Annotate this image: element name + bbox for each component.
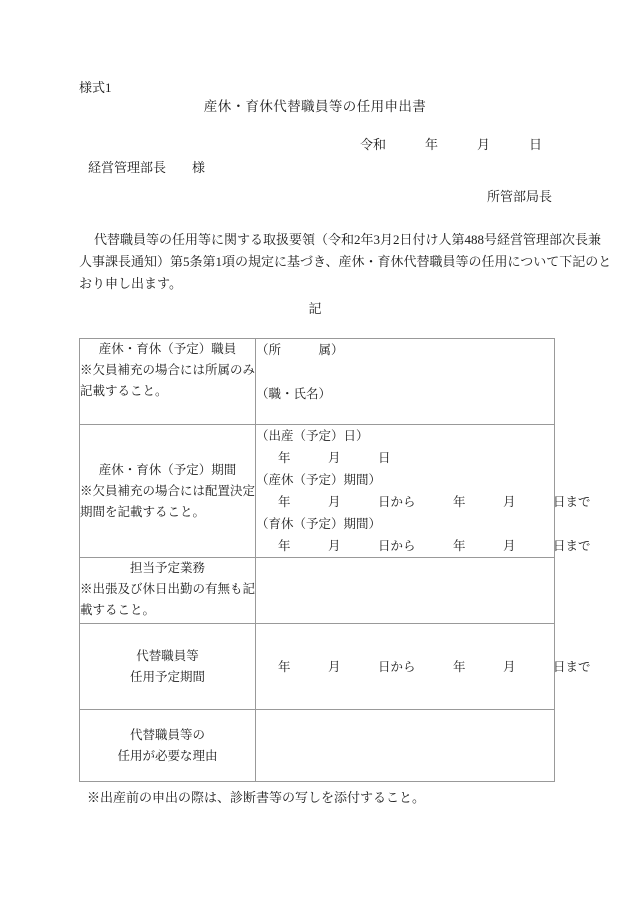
row-label-reason bbox=[80, 710, 256, 782]
row-label-heading: 代替職員等 bbox=[136, 648, 199, 663]
application-form-table bbox=[79, 338, 591, 782]
footer-note: ※出産前の申出の際は、診断書等の写しを添付すること。 bbox=[87, 790, 426, 805]
date-line: 令和 年 月 日 bbox=[359, 137, 542, 152]
value-line-birth-date-blank: 年 月 日 bbox=[278, 451, 391, 465]
value-line-blank bbox=[256, 361, 554, 383]
ki-marker: 記 bbox=[308, 301, 322, 316]
row-label-note-1: ※欠員補充の場合には所属のみ bbox=[80, 363, 256, 377]
value-line-birth-date-label: （出産（予定）日） bbox=[256, 429, 369, 443]
submitter-line: 所管部局長 bbox=[486, 189, 552, 204]
body-line-2: 人事課長通知）第5条第1項の規定に基づき、産休・育休代替職員等の任用について下記のと bbox=[79, 254, 612, 269]
row-label-leave-period bbox=[80, 425, 256, 558]
table-row bbox=[80, 624, 555, 710]
row-label-appointment-period bbox=[80, 624, 256, 710]
row-label-note-2: 記載すること。 bbox=[80, 384, 168, 398]
table-row bbox=[80, 558, 555, 624]
value-line-affiliation: （所 属） bbox=[256, 343, 344, 357]
row-value-reason[interactable] bbox=[256, 710, 555, 782]
row-value-duties[interactable] bbox=[256, 558, 555, 624]
body-line-1: 代替職員等の任用等に関する取扱要領（令和2年3月2日付け人第488号経営管理部次長兼 bbox=[94, 232, 602, 247]
value-line-childcare-blank: 年 月 日から 年 月 日まで bbox=[278, 539, 591, 553]
row-label-staff bbox=[80, 339, 256, 425]
row-label-duties bbox=[80, 558, 256, 624]
addressee-line: 経営管理部長 様 bbox=[88, 160, 206, 175]
row-label-note-1: ※出張及び休日出勤の有無も記 bbox=[80, 582, 256, 596]
body-line-3: おり申し出ます。 bbox=[79, 276, 182, 291]
row-label-heading: 産休・育休（予定）期間 bbox=[98, 462, 237, 477]
row-value-leave-period[interactable] bbox=[256, 425, 591, 558]
value-line-appointment-blank: 年 月 日から 年 月 日まで bbox=[278, 659, 591, 674]
value-line-maternity-blank: 年 月 日から 年 月 日まで bbox=[278, 495, 591, 509]
row-label-heading: 担当予定業務 bbox=[129, 561, 205, 575]
row-label-note-2: 期間を記載すること。 bbox=[80, 504, 206, 519]
row-label-note-2: 載すること。 bbox=[80, 603, 156, 617]
value-line-childcare-label: （育休（予定）期間） bbox=[256, 517, 382, 531]
document-title: 産休・育休代替職員等の任用申出書 bbox=[203, 99, 427, 114]
table-row bbox=[80, 339, 555, 425]
row-label-note-1: ※欠員補充の場合には配置決定 bbox=[80, 483, 256, 498]
table-row bbox=[80, 710, 555, 782]
table-row bbox=[80, 425, 555, 558]
row-label-heading: 代替職員等の bbox=[129, 727, 205, 742]
row-value-staff[interactable] bbox=[256, 339, 555, 425]
value-line-title-name: （職・氏名） bbox=[256, 387, 332, 401]
value-line-maternity-label: （産休（予定）期間） bbox=[256, 473, 382, 487]
row-label-heading: 産休・育休（予定）職員 bbox=[98, 342, 237, 356]
form-number: 様式1 bbox=[79, 80, 112, 95]
row-label-heading-2: 任用が必要な理由 bbox=[117, 748, 218, 763]
row-label-heading-2: 任用予定期間 bbox=[129, 669, 205, 684]
row-value-appointment-period[interactable] bbox=[256, 624, 591, 710]
body-paragraph bbox=[79, 229, 612, 295]
